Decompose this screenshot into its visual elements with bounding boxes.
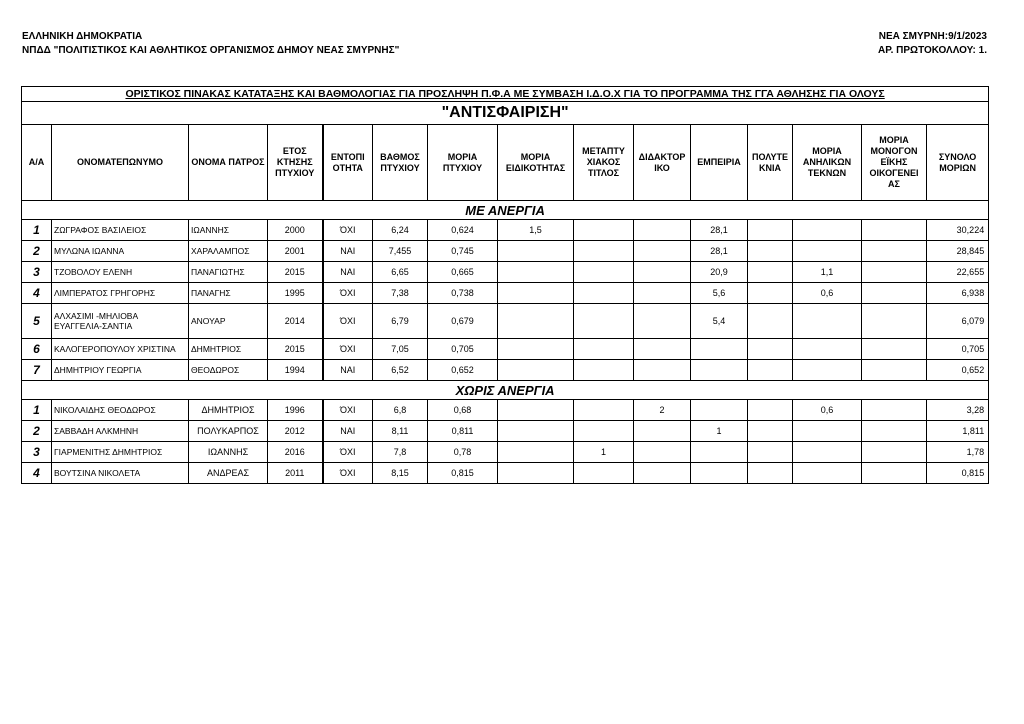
table-cell [634, 360, 691, 381]
table-cell: 0,78 [428, 442, 498, 463]
total-points: 6,938 [927, 283, 989, 304]
issuer-line-2: ΝΠΔΔ "ΠΟΛΙΤΙΣΤΙΚΟΣ ΚΑΙ ΑΘΛΗΤΙΚΟΣ ΟΡΓΑΝΙΣΜΟΣ ΔΗΜΟΥ ΝΕΑΣ ΣΜΥΡΝΗΣ" [22, 45, 400, 56]
table-cell [498, 283, 574, 304]
table-cell [748, 339, 793, 360]
table-cell [793, 442, 862, 463]
column-header: ΕΤΟΣ ΚΤΗΣΗΣ ΠΤΥΧΙΟΥ [268, 125, 323, 201]
candidate-name: ΣΑΒΒΑΔΗ ΑΛΚΜΗΝΗ [52, 421, 189, 442]
table-cell: 6,52 [373, 360, 428, 381]
table-cell [793, 241, 862, 262]
table-cell: ΠΑΝΑΓΗΣ [189, 283, 268, 304]
table-cell: 2015 [268, 262, 323, 283]
table-cell: 2 [634, 400, 691, 421]
total-points: 0,815 [927, 463, 989, 484]
table-cell [793, 339, 862, 360]
table-cell: 0,665 [428, 262, 498, 283]
table-cell [862, 241, 927, 262]
table-cell: 1996 [268, 400, 323, 421]
total-points: 30,224 [927, 220, 989, 241]
table-cell: 28,1 [691, 220, 748, 241]
candidate-name: ΝΙΚΟΛΑΙΔΗΣ ΘΕΟΔΩΡΟΣ [52, 400, 189, 421]
table-cell [498, 421, 574, 442]
table-cell: 0,738 [428, 283, 498, 304]
table-cell: ΙΩΑΝΝΗΣ [189, 220, 268, 241]
table-cell [793, 220, 862, 241]
candidate-name: ΔΗΜΗΤΡΙΟΥ ΓΕΩΡΓΙΑ [52, 360, 189, 381]
table-cell [634, 262, 691, 283]
table-cell: ΌΧΙ [323, 442, 373, 463]
table-cell: 6,65 [373, 262, 428, 283]
table-cell: 2011 [268, 463, 323, 484]
column-header: ΟΝΟΜΑΤΕΠΩΝΥΜΟ [52, 125, 189, 201]
table-cell: ΙΩΑΝΝΗΣ [189, 442, 268, 463]
table-cell [748, 262, 793, 283]
table-cell: ΔΗΜΗΤΡΙΟΣ [189, 400, 268, 421]
table-cell: 28,1 [691, 241, 748, 262]
total-points: 1,78 [927, 442, 989, 463]
table-cell: 2012 [268, 421, 323, 442]
column-header: Α/Α [22, 125, 52, 201]
column-header: ΜΟΡΙΑ ΜΟΝΟΓΟΝ ΕΪΚΗΣ ΟΙΚΟΓΕΝΕΙ ΑΣ [862, 125, 927, 201]
table-cell: 6,8 [373, 400, 428, 421]
table-cell: 2000 [268, 220, 323, 241]
table-row [22, 400, 989, 421]
column-header: ΣΥΝΟΛΟ ΜΟΡΙΩΝ [927, 125, 989, 201]
section-header-row [22, 381, 989, 400]
table-cell [862, 360, 927, 381]
table-cell [862, 283, 927, 304]
candidate-name: ΤΖΟΒΟΛΟΥ ΕΛΕΝΗ [52, 262, 189, 283]
table-cell: 7,38 [373, 283, 428, 304]
row-number: 3 [22, 442, 52, 463]
table-cell [691, 339, 748, 360]
total-points: 22,655 [927, 262, 989, 283]
table-cell [634, 463, 691, 484]
table-cell: 0,6 [793, 283, 862, 304]
table-cell [634, 220, 691, 241]
candidate-name: ΚΑΛΟΓΕΡΟΠΟΥΛΟΥ ΧΡΙΣΤΙΝΑ [52, 339, 189, 360]
table-cell: 2016 [268, 442, 323, 463]
table-cell: 8,15 [373, 463, 428, 484]
table-cell: ΠΟΛΥΚΑΡΠΟΣ [189, 421, 268, 442]
table-row [22, 339, 989, 360]
table-row [22, 442, 989, 463]
table-row [22, 463, 989, 484]
table-cell [498, 442, 574, 463]
section-label: ΜΕ ΑΝΕΡΓΙΑ [22, 201, 989, 220]
candidate-name: ΖΩΓΡΑΦΟΣ ΒΑΣΙΛΕΙΟΣ [52, 220, 189, 241]
table-cell [574, 360, 634, 381]
table-cell: 5,4 [691, 304, 748, 339]
table-cell [862, 421, 927, 442]
row-number: 7 [22, 360, 52, 381]
table-cell: 2001 [268, 241, 323, 262]
column-header: ΕΜΠΕΙΡΙΑ [691, 125, 748, 201]
table-cell: 0,6 [793, 400, 862, 421]
table-cell [862, 304, 927, 339]
table-title: ΟΡΙΣΤΙΚΟΣ ΠΙΝΑΚΑΣ ΚΑΤΑΤΑΞΗΣ ΚΑΙ ΒΑΘΜΟΛΟΓΙΑΣ ΓΙΑ ΠΡΟΣΛΗΨΗ Π.Φ.Α ΜΕ ΣΥΜΒΑΣΗ Ι.Δ.Ο.Χ ΓΙΑ ΤΟ ΠΡΟΓΡΑΜΜΑ ΤΗΣ ΓΓΑ ΑΘΛΗΣΗΣ ΓΙΑ ΟΛΟΥΣ [22, 87, 989, 102]
table-cell [634, 304, 691, 339]
table-cell: ΝΑΙ [323, 360, 373, 381]
table-cell: ΌΧΙ [323, 400, 373, 421]
table-cell: ΌΧΙ [323, 304, 373, 339]
table-cell [748, 220, 793, 241]
row-number: 1 [22, 400, 52, 421]
table-cell [574, 400, 634, 421]
table-cell: 0,705 [428, 339, 498, 360]
table-cell: 6,79 [373, 304, 428, 339]
row-number: 4 [22, 463, 52, 484]
issuer-header [22, 30, 399, 58]
table-cell: 0,811 [428, 421, 498, 442]
row-number: 6 [22, 339, 52, 360]
table-cell: 1,5 [498, 220, 574, 241]
table-cell [862, 262, 927, 283]
table-cell: 7,8 [373, 442, 428, 463]
table-cell [862, 220, 927, 241]
document-date: ΝΕΑ ΣΜΥΡΝΗ:9/1/2023 [878, 31, 987, 42]
table-cell [498, 339, 574, 360]
column-header: ΕΝΤΟΠΙ ΟΤΗΤΑ [323, 125, 373, 201]
table-cell [691, 360, 748, 381]
table-cell [498, 360, 574, 381]
total-points: 28,845 [927, 241, 989, 262]
total-points: 6,079 [927, 304, 989, 339]
issuer-line-1: ΕΛΛΗΝΙΚΗ ΔΗΜΟΚΡΑΤΙΑ [22, 31, 143, 42]
table-cell: 7,05 [373, 339, 428, 360]
table-cell: 1,1 [793, 262, 862, 283]
table-cell: 0,815 [428, 463, 498, 484]
table-cell [574, 463, 634, 484]
table-cell: ΌΧΙ [323, 283, 373, 304]
table-cell: ΘΕΟΔΩΡΟΣ [189, 360, 268, 381]
table-cell [748, 463, 793, 484]
table-cell [862, 339, 927, 360]
table-cell [862, 400, 927, 421]
column-header: ΠΟΛΥΤΕ ΚΝΙΑ [748, 125, 793, 201]
row-number: 1 [22, 220, 52, 241]
table-cell [748, 360, 793, 381]
table-cell [498, 262, 574, 283]
table-row [22, 421, 989, 442]
table-cell [793, 463, 862, 484]
table-row [22, 262, 989, 283]
table-cell: 0,68 [428, 400, 498, 421]
table-cell: ΝΑΙ [323, 241, 373, 262]
table-cell [574, 304, 634, 339]
row-number: 5 [22, 304, 52, 339]
table-cell [748, 442, 793, 463]
table-cell: 6,24 [373, 220, 428, 241]
total-points: 3,28 [927, 400, 989, 421]
table-cell [691, 400, 748, 421]
table-cell: 0,679 [428, 304, 498, 339]
table-cell: 1994 [268, 360, 323, 381]
table-cell [862, 442, 927, 463]
table-cell: 5,6 [691, 283, 748, 304]
table-row [22, 241, 989, 262]
candidate-name: ΜΥΛΩΝΑ ΙΩΑΝΝΑ [52, 241, 189, 262]
total-points: 0,652 [927, 360, 989, 381]
candidate-name: ΓΙΑΡΜΕΝΙΤΗΣ ΔΗΜΗΤΡΙΟΣ [52, 442, 189, 463]
table-cell: 1 [691, 421, 748, 442]
sport-name: "ΑΝΤΙΣΦΑΙΡΙΣΗ" [22, 102, 989, 125]
total-points: 0,705 [927, 339, 989, 360]
table-cell: ΠΑΝΑΓΙΩΤΗΣ [189, 262, 268, 283]
row-number: 4 [22, 283, 52, 304]
table-row [22, 220, 989, 241]
document-meta [878, 30, 987, 58]
table-cell [634, 421, 691, 442]
table-cell [634, 442, 691, 463]
column-header: ΒΑΘΜΟΣ ΠΤΥΧΙΟΥ [373, 125, 428, 201]
table-cell: 1995 [268, 283, 323, 304]
row-number: 2 [22, 241, 52, 262]
total-points: 1,811 [927, 421, 989, 442]
row-number: 3 [22, 262, 52, 283]
table-cell [793, 421, 862, 442]
table-cell [748, 283, 793, 304]
column-header: ΜΟΡΙΑ ΕΙΔΙΚΟΤΗΤΑΣ [498, 125, 574, 201]
candidate-name: ΑΛΧΑΣΙΜΙ -ΜΗΛΙΟΒΑ ΕΥΑΓΓΕΛΙΑ-ΣΑΝΤΙΑ [52, 304, 189, 339]
table-cell: ΝΑΙ [323, 421, 373, 442]
table-row [22, 283, 989, 304]
table-cell: ΑΝΔΡΕΑΣ [189, 463, 268, 484]
table-cell: ΝΑΙ [323, 262, 373, 283]
table-cell [574, 262, 634, 283]
table-cell [574, 421, 634, 442]
table-cell: ΌΧΙ [323, 463, 373, 484]
candidate-name: ΛΙΜΠΕΡΑΤΟΣ ΓΡΗΓΟΡΗΣ [52, 283, 189, 304]
table-cell: 1 [574, 442, 634, 463]
column-header: ΜΕΤΑΠΤΥ ΧΙΑΚΟΣ ΤΙΤΛΟΣ [574, 125, 634, 201]
table-cell [498, 463, 574, 484]
table-cell: 7,455 [373, 241, 428, 262]
column-header: ΟΝΟΜΑ ΠΑΤΡΟΣ [189, 125, 268, 201]
table-cell: 0,624 [428, 220, 498, 241]
table-cell: ΔΗΜΗΤΡΙΟΣ [189, 339, 268, 360]
table-row [22, 304, 989, 339]
section-header-row [22, 201, 989, 220]
row-number: 2 [22, 421, 52, 442]
table-cell: 2014 [268, 304, 323, 339]
table-cell [748, 304, 793, 339]
table-cell: 2015 [268, 339, 323, 360]
column-header: ΜΟΡΙΑ ΠΤΥΧΙΟΥ [428, 125, 498, 201]
table-cell [862, 463, 927, 484]
table-cell [748, 400, 793, 421]
table-cell [691, 463, 748, 484]
table-cell [498, 400, 574, 421]
table-cell: ΧΑΡΑΛΑΜΠΟΣ [189, 241, 268, 262]
table-cell: 8,11 [373, 421, 428, 442]
section-label: ΧΩΡΙΣ ΑΝΕΡΓΙΑ [22, 381, 989, 400]
column-header-row [22, 125, 989, 201]
table-cell [793, 360, 862, 381]
table-cell [634, 241, 691, 262]
table-cell [634, 283, 691, 304]
protocol-number: ΑΡ. ΠΡΩΤΟΚΟΛΛΟΥ: 1. [877, 45, 987, 56]
table-cell [574, 241, 634, 262]
table-cell: 20,9 [691, 262, 748, 283]
table-cell [793, 304, 862, 339]
column-header: ΜΟΡΙΑ ΑΝΗΛΙΚΩΝ ΤΕΚΝΩΝ [793, 125, 862, 201]
table-row [22, 360, 989, 381]
table-cell [574, 283, 634, 304]
table-cell: 0,745 [428, 241, 498, 262]
table-cell [748, 241, 793, 262]
table-cell: ΌΧΙ [323, 339, 373, 360]
table-cell [498, 241, 574, 262]
table-cell [634, 339, 691, 360]
table-cell: ΑΝΟΥΑΡ [189, 304, 268, 339]
table-cell [691, 442, 748, 463]
ranking-table [21, 86, 989, 484]
table-cell: 0,652 [428, 360, 498, 381]
table-cell [498, 304, 574, 339]
candidate-name: ΒΟΥΤΣΙΝΑ ΝΙΚΟΛΕΤΑ [52, 463, 189, 484]
column-header: ΔΙΔΑΚΤΟΡ ΙΚΟ [634, 125, 691, 201]
table-cell [748, 421, 793, 442]
table-cell: ΌΧΙ [323, 220, 373, 241]
table-cell [574, 339, 634, 360]
table-cell [574, 220, 634, 241]
